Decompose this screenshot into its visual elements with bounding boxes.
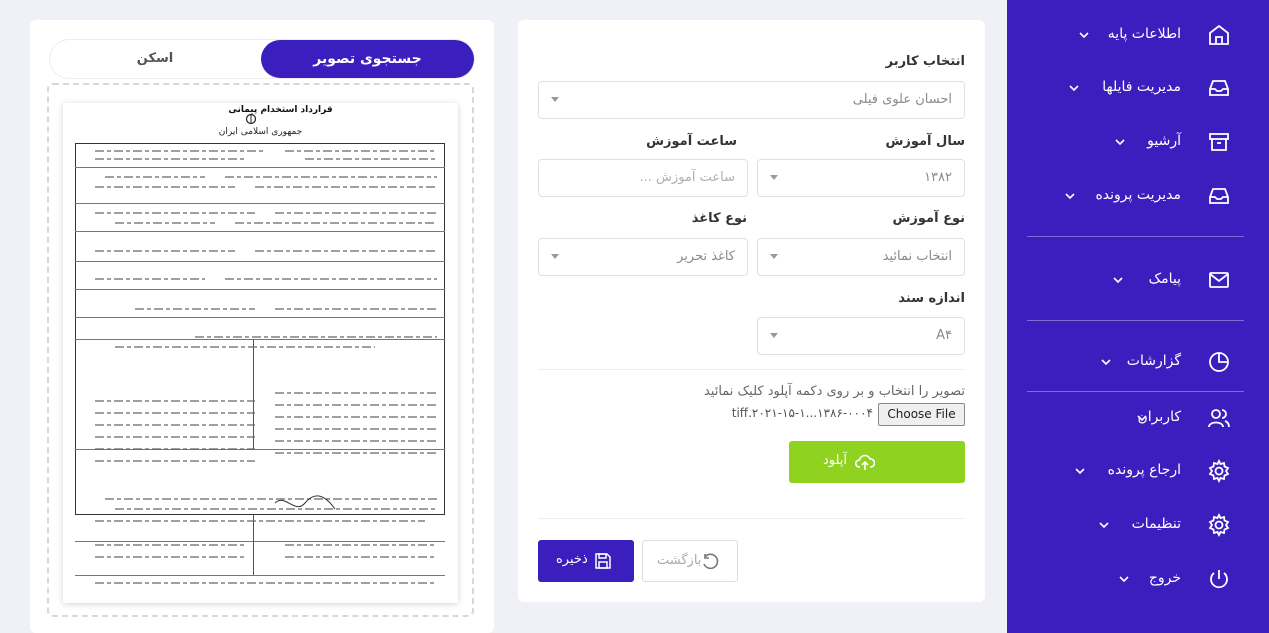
upload-button-label: آپلود <box>823 453 848 468</box>
sidebar-item-label: گزارشات <box>1126 353 1181 369</box>
upload-button[interactable] <box>789 441 965 483</box>
save-icon <box>594 552 612 570</box>
tab-scan[interactable]: اسکن <box>136 51 174 66</box>
tab-image-search[interactable]: جستجوی تصویر <box>261 40 474 78</box>
chevron-down-icon <box>1077 28 1091 42</box>
scanned-document <box>63 103 458 603</box>
sidebar-item-label: پیامک <box>1148 271 1181 287</box>
sidebar <box>1007 0 1269 633</box>
chevron-down-icon <box>1099 355 1113 369</box>
archive-icon <box>1207 130 1231 154</box>
training-type-select[interactable] <box>757 238 965 276</box>
paper-type-label: نوع کاغذ <box>691 211 747 226</box>
sidebar-item-sms[interactable] <box>1007 262 1269 298</box>
home-icon <box>1207 23 1231 47</box>
caret-down-icon <box>551 254 559 259</box>
cloud-upload-icon <box>855 453 875 471</box>
sidebar-item-case-referral[interactable] <box>1007 453 1269 489</box>
choose-file-button[interactable]: Choose File <box>878 403 965 426</box>
sidebar-item-logout[interactable] <box>1007 561 1269 597</box>
sidebar-item-basic-info[interactable] <box>1007 17 1269 53</box>
year-label: سال آموزش <box>885 134 965 149</box>
sidebar-item-label: تنظیمات <box>1131 516 1181 532</box>
size-select[interactable] <box>757 317 965 355</box>
chevron-down-icon <box>1097 518 1111 532</box>
user-select[interactable] <box>538 81 965 119</box>
year-select[interactable] <box>757 159 965 197</box>
sidebar-item-label: کاربران <box>1137 409 1181 425</box>
sidebar-item-label: اطلاعات پایه <box>1107 26 1181 42</box>
undo-icon <box>701 553 719 571</box>
chevron-down-icon <box>1117 572 1131 586</box>
paper-type-select[interactable] <box>538 238 748 276</box>
sidebar-item-case-management[interactable] <box>1007 178 1269 214</box>
sidebar-divider <box>1027 320 1244 321</box>
hour-input-placeholder: ساعت آموزش ... <box>639 170 735 185</box>
doc-title: قرارداد استخدام پیمانی <box>228 105 333 115</box>
save-button-label: ذخیره <box>556 552 588 567</box>
caret-down-icon <box>551 97 559 102</box>
user-label: انتخاب کاربر <box>885 54 965 69</box>
chevron-down-icon <box>1063 189 1077 203</box>
preview-card <box>30 20 494 633</box>
form-card <box>518 20 985 602</box>
paper-type-select-value: کاغذ تحریر <box>677 249 735 264</box>
user-select-value: احسان علوی فیلی <box>852 92 952 107</box>
gear-icon <box>1207 459 1231 483</box>
save-button[interactable] <box>538 540 634 582</box>
caret-down-icon <box>770 175 778 180</box>
footer-divider <box>538 518 965 519</box>
hour-label: ساعت آموزش <box>646 134 737 149</box>
power-icon <box>1207 567 1231 591</box>
chevron-down-icon <box>1067 81 1081 95</box>
caret-down-icon <box>770 333 778 338</box>
section-divider <box>538 369 965 370</box>
sidebar-item-label: ارجاع پرونده <box>1107 462 1181 478</box>
inbox-icon <box>1207 184 1231 208</box>
caret-down-icon <box>770 254 778 259</box>
year-select-value: ۱۳۸۲ <box>924 170 952 185</box>
chevron-down-icon <box>1135 411 1149 425</box>
upload-hint: تصویر را انتخاب و بر روی دکمه آپلود کلیک نمائید <box>703 384 965 399</box>
back-button-label: بازگشت <box>657 553 702 568</box>
training-type-label: نوع آموزش <box>892 211 965 226</box>
pie-chart-icon <box>1207 350 1231 374</box>
size-label: اندازه سند <box>898 291 965 306</box>
gear-icon <box>1207 513 1231 537</box>
users-icon <box>1207 406 1231 430</box>
sidebar-divider <box>1027 391 1244 392</box>
back-button[interactable] <box>642 540 738 582</box>
size-select-value: A۴ <box>936 328 952 343</box>
sidebar-item-archive[interactable] <box>1007 124 1269 160</box>
sidebar-item-label: خروج <box>1148 570 1181 586</box>
training-type-select-value: انتخاب نمائید <box>882 249 952 264</box>
sidebar-item-settings[interactable] <box>1007 507 1269 543</box>
sidebar-item-reports[interactable] <box>1007 344 1269 380</box>
doc-scan-texture <box>75 143 445 593</box>
sidebar-item-file-management[interactable] <box>1007 70 1269 106</box>
sidebar-item-users[interactable] <box>1007 400 1269 436</box>
hour-input[interactable] <box>538 159 748 197</box>
inbox-icon <box>1207 76 1231 100</box>
sidebar-item-label: مدیریت پرونده <box>1095 187 1181 203</box>
sidebar-item-label: آرشیو <box>1147 133 1181 149</box>
chevron-down-icon <box>1073 464 1087 478</box>
doc-header: جمهوری اسلامی ایران <box>218 127 303 137</box>
sidebar-divider <box>1027 236 1244 237</box>
mail-icon <box>1207 268 1231 292</box>
file-name: tiff.۲۰۲۱-۱۵-۱...۱۳۸۶-۰۰۰۴ <box>731 406 873 420</box>
chevron-down-icon <box>1113 135 1127 149</box>
sidebar-item-label: مدیریت فایلها <box>1102 79 1181 95</box>
chevron-down-icon <box>1111 273 1125 287</box>
